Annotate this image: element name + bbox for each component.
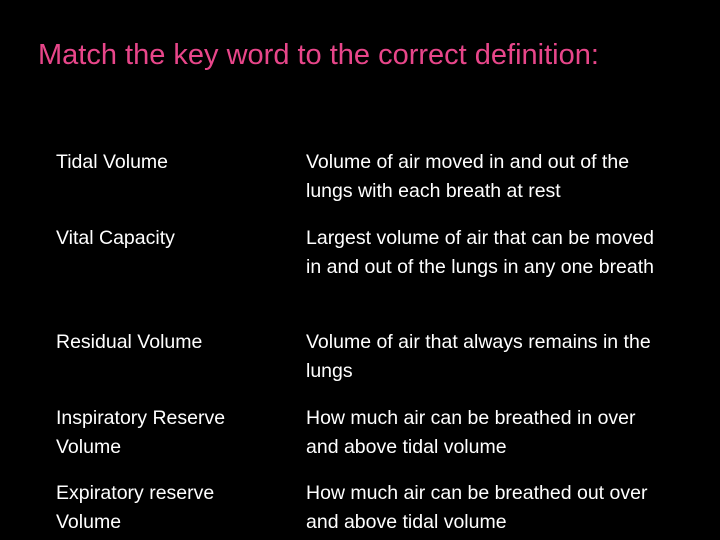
definition: Volume of air that always remains in the lungs: [306, 331, 651, 382]
key-word: Expiratory reserve Volume: [56, 482, 215, 533]
key-word: Inspiratory Reserve Volume: [56, 407, 226, 458]
key-word: Tidal Volume: [56, 151, 169, 173]
definition: Volume of air moved in and out of the lungs with each breath at rest: [306, 151, 630, 202]
definition: How much air can be breathed in over and above tidal volume: [306, 407, 636, 458]
slide-title: Match the key word to the correct definition:: [38, 39, 599, 71]
definition: How much air can be breathed out over and above tidal volume: [306, 482, 648, 533]
key-word: Vital Capacity: [56, 227, 175, 249]
definition: Largest volume of air that can be moved in and out of the lungs in any one breath: [306, 227, 655, 278]
key-word: Residual Volume: [56, 331, 203, 353]
